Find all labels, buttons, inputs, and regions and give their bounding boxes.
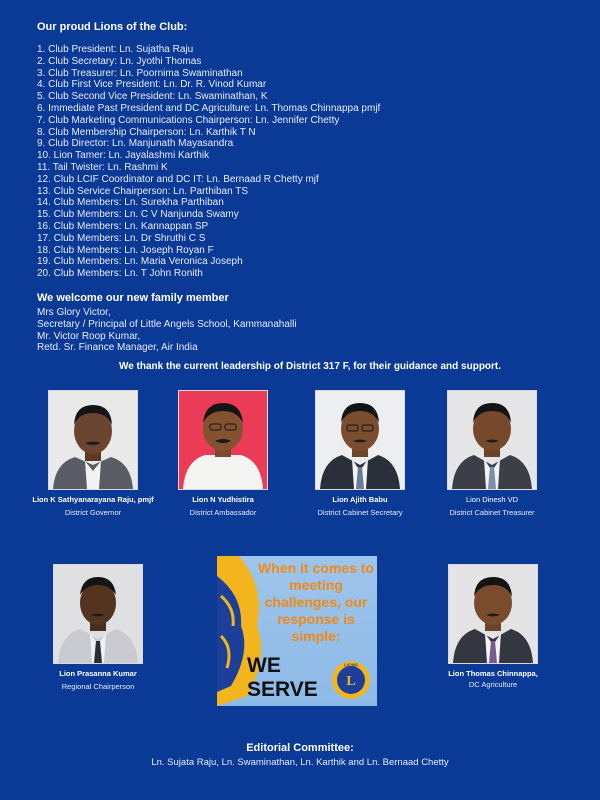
leader-role: District Governor bbox=[64, 508, 122, 517]
welcome-block bbox=[37, 307, 297, 354]
officer-item: 16. Club Members: Ln. Kannappan SP bbox=[37, 220, 209, 232]
leader-card bbox=[18, 390, 168, 517]
officer-item: 1. Club President: Ln. Sujatha Raju bbox=[37, 44, 194, 55]
officer-item: 6. Immediate Past President and DC Agriculture: Ln. Thomas Chinnappa pmjf bbox=[37, 102, 381, 114]
officer-item: 20. Club Members: Ln. T John Ronith bbox=[37, 268, 203, 280]
we-serve-poster bbox=[217, 556, 377, 706]
officer-item: 7. Club Marketing Communications Chairperson: Ln. Jennifer Chetty bbox=[37, 114, 340, 126]
officer-item: 4. Club First Vice President: Ln. Dr. R. Vinod Kumar bbox=[37, 79, 267, 91]
welcome-title: We welcome our new family member bbox=[37, 292, 229, 304]
leader-name: Lion Dinesh VD bbox=[465, 495, 519, 504]
officer-item: 2. Club Secretary: Ln. Jyothi Thomas bbox=[37, 55, 202, 67]
leader-photo bbox=[447, 390, 537, 490]
leader-role: District Cabinet Secretary bbox=[317, 508, 403, 517]
thanks-note: We thank the current leadership of District 317 F, for their guidance and support. bbox=[118, 361, 502, 372]
officer-item: 15. Club Members: Ln. C V Nanjunda Swamy bbox=[37, 209, 239, 221]
editorial-title: Editorial Committee: bbox=[246, 742, 354, 754]
leader-role: District Ambassador bbox=[189, 508, 257, 517]
leader-photo bbox=[53, 564, 143, 664]
officer-item: 12. Club LCIF Coordinator and DC IT: Ln. Bernaad R Chetty mjf bbox=[37, 173, 319, 185]
welcome-line: Retd. Sr. Finance Manager, Air India bbox=[37, 342, 198, 354]
leader-card bbox=[28, 564, 168, 691]
officer-item: 5. Club Second Vice President: Ln. Swaminathan, K bbox=[37, 91, 268, 103]
officer-item: 18. Club Members: Ln. Joseph Royan F bbox=[37, 244, 214, 256]
leader-photo bbox=[315, 390, 405, 490]
leader-name: Lion Ajith Babu bbox=[332, 495, 388, 504]
poster-slogan bbox=[247, 654, 318, 702]
leader-card bbox=[153, 390, 293, 517]
officer-item: 19. Club Members: Ln. Maria Veronica Joseph bbox=[37, 256, 243, 268]
poster-message: When it comes to meeting challenges, our response is simple: bbox=[258, 560, 374, 644]
officer-item: 10. Lion Tamer: Ln. Jayalashmi Karthik bbox=[37, 150, 210, 162]
welcome-line: Secretary / Principal of Little Angels School, Kammanahalli bbox=[37, 318, 297, 330]
officer-item: 13. Club Service Chairperson: Ln. Parthiban TS bbox=[37, 185, 249, 197]
leader-name: Lion Prasanna Kumar bbox=[59, 669, 137, 678]
club-section-title: Our proud Lions of the Club: bbox=[37, 21, 188, 33]
leader-photo bbox=[448, 564, 538, 664]
leader-card bbox=[417, 390, 567, 517]
leader-role: District Cabinet Treasurer bbox=[449, 508, 535, 517]
editorial-names: Ln. Sujata Raju, Ln. Swaminathan, Ln. Karthik and Ln. Bernaad Chetty bbox=[151, 757, 449, 768]
leader-name: Lion N Yudhistira bbox=[192, 495, 254, 504]
leader-card bbox=[285, 390, 435, 517]
officer-item: 8. Club Membership Chairperson: Ln. Karthik T N bbox=[37, 126, 256, 138]
officer-item: 17. Club Members: Ln. Dr Shruthi C S bbox=[37, 232, 206, 244]
officer-item: 9. Club Director: Ln. Manjunath Mayasandra bbox=[37, 138, 234, 150]
leader-role: DC Agriculture bbox=[468, 680, 518, 689]
welcome-line: Mr. Victor Roop Kumar, bbox=[37, 330, 141, 342]
leader-photo bbox=[178, 390, 268, 490]
officer-item: 14. Club Members: Ln. Surekha Parthiban bbox=[37, 197, 224, 209]
leader-role: Regional Chairperson bbox=[61, 682, 135, 691]
officer-item: 11. Tail Twister: Ln. Rashmi K bbox=[37, 161, 168, 173]
poster-slogan-line: SERVE bbox=[247, 678, 318, 701]
officer-item: 3. Club Treasurer: Ln. Poornima Swaminathan bbox=[37, 67, 243, 79]
svg-text:L: L bbox=[346, 674, 356, 689]
logo-text: LIONS bbox=[344, 662, 358, 668]
welcome-line: Mrs Glory Victor, bbox=[37, 307, 111, 318]
leader-name: Lion Thomas Chinnappa, bbox=[448, 669, 538, 678]
leader-name: Lion K Sathyanarayana Raju, pmjf bbox=[32, 495, 154, 504]
leader-card bbox=[418, 564, 568, 689]
poster-slogan-line: WE bbox=[247, 654, 281, 677]
lions-logo-icon bbox=[331, 660, 371, 700]
officer-list bbox=[37, 44, 380, 280]
leader-photo bbox=[48, 390, 138, 490]
